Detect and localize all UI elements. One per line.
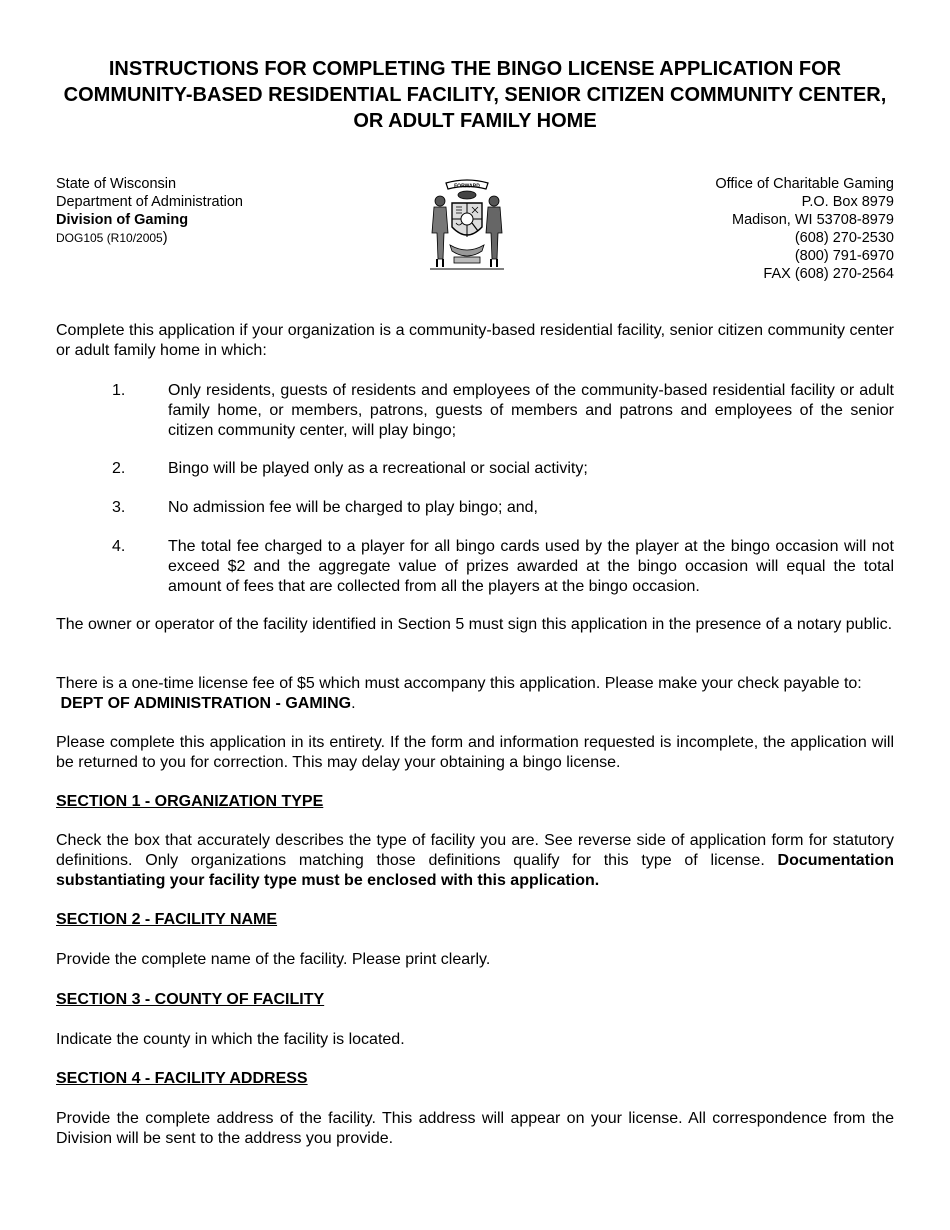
document-title: INSTRUCTIONS FOR COMPLETING THE BINGO LICENSE APPLICATION FOR COMMUNITY-BASED RESIDENTIAL FACILITY, SENIOR CITIZEN COMMUNITY CENTER, OR ADULT FAMILY HOME — [63, 58, 887, 132]
condition-number: 4. — [112, 538, 126, 555]
seal-motto: FORWARD — [454, 183, 480, 190]
section-2-heading: SECTION 2 - FACILITY NAME — [56, 911, 278, 928]
po-box: P.O. Box 8979 — [801, 194, 894, 210]
section-3-text: Indicate the county in which the facility is located. — [56, 1031, 405, 1048]
fee-payee: DEPT OF ADMINISTRATION - GAMING — [60, 695, 352, 712]
form-code-close: ) — [162, 230, 168, 246]
fax-number: FAX (608) 270-2564 — [763, 266, 894, 282]
condition-number: 3. — [112, 499, 126, 516]
section-1-bold: Documentation substantiating your facility type must be enclosed with this application. — [56, 852, 894, 889]
phone-1: (608) 270-2530 — [794, 230, 894, 246]
condition-text: The total fee charged to a player for all bingo cards used by the player at the bingo occasion will not exceed $2 and the aggregate value of prizes awarded at the bingo occasion will equal the total amount of fees that are collected from all the players at the bingo occasion. — [168, 538, 894, 595]
state-seal-icon — [408, 175, 526, 275]
owner-signature-note: The owner or operator of the facility identified in Section 5 must sign this application in the presence of a notary public. — [56, 616, 893, 633]
license-fee-note — [56, 674, 894, 714]
agency-header — [56, 175, 243, 247]
city-state-zip: Madison, WI 53708-8979 — [731, 212, 894, 228]
section-3-heading: SECTION 3 - COUNTY OF FACILITY — [56, 991, 325, 1008]
form-code-line — [56, 229, 243, 247]
department-line: Department of Administration — [56, 194, 243, 210]
fee-text: There is a one-time license fee of $5 which must accompany this application. Please make your check payable to: — [56, 675, 862, 692]
section-4-heading: SECTION 4 - FACILITY ADDRESS — [56, 1070, 308, 1087]
fee-period: . — [351, 695, 356, 712]
division-line: Division of Gaming — [56, 212, 189, 228]
section-1-text — [56, 831, 894, 891]
office-contact — [715, 175, 894, 283]
condition-number: 2. — [112, 460, 126, 477]
condition-text: Bingo will be played only as a recreational or social activity; — [168, 460, 588, 477]
form-code: DOG105 (R10/2005 — [56, 231, 163, 245]
condition-text: Only residents, guests of residents and employees of the community-based residential facility or adult family home, or members, patrons, guests of members and patrons and employees of the senior citizen community center, will play bingo; — [168, 382, 894, 439]
phone-2: (800) 791-6970 — [794, 248, 894, 264]
section-1-heading: SECTION 1 - ORGANIZATION TYPE — [56, 793, 324, 810]
office-name: Office of Charitable Gaming — [715, 176, 894, 192]
section-4-text: Provide the complete address of the facility. This address will appear on your license. All correspondence from the Division will be sent to the address you provide. — [56, 1110, 894, 1147]
intro-paragraph: Complete this application if your organization is a community-based residential facility, senior citizen community center or adult family home in which: — [56, 322, 894, 359]
condition-text: No admission fee will be charged to play bingo; and, — [168, 499, 538, 516]
condition-number: 1. — [112, 382, 126, 399]
state-line: State of Wisconsin — [56, 176, 177, 192]
section-2-text: Provide the complete name of the facility. Please print clearly. — [56, 951, 491, 968]
section-1-body: Check the box that accurately describes the type of facility you are. See reverse side of application form for statutory definitions. Only organizations matching those definitions qualify for this type of license. — [56, 832, 894, 869]
completeness-note: Please complete this application in its entirety. If the form and information requested is incomplete, the application will be returned to you for correction. This may delay your obtaining a bingo license. — [56, 734, 894, 771]
